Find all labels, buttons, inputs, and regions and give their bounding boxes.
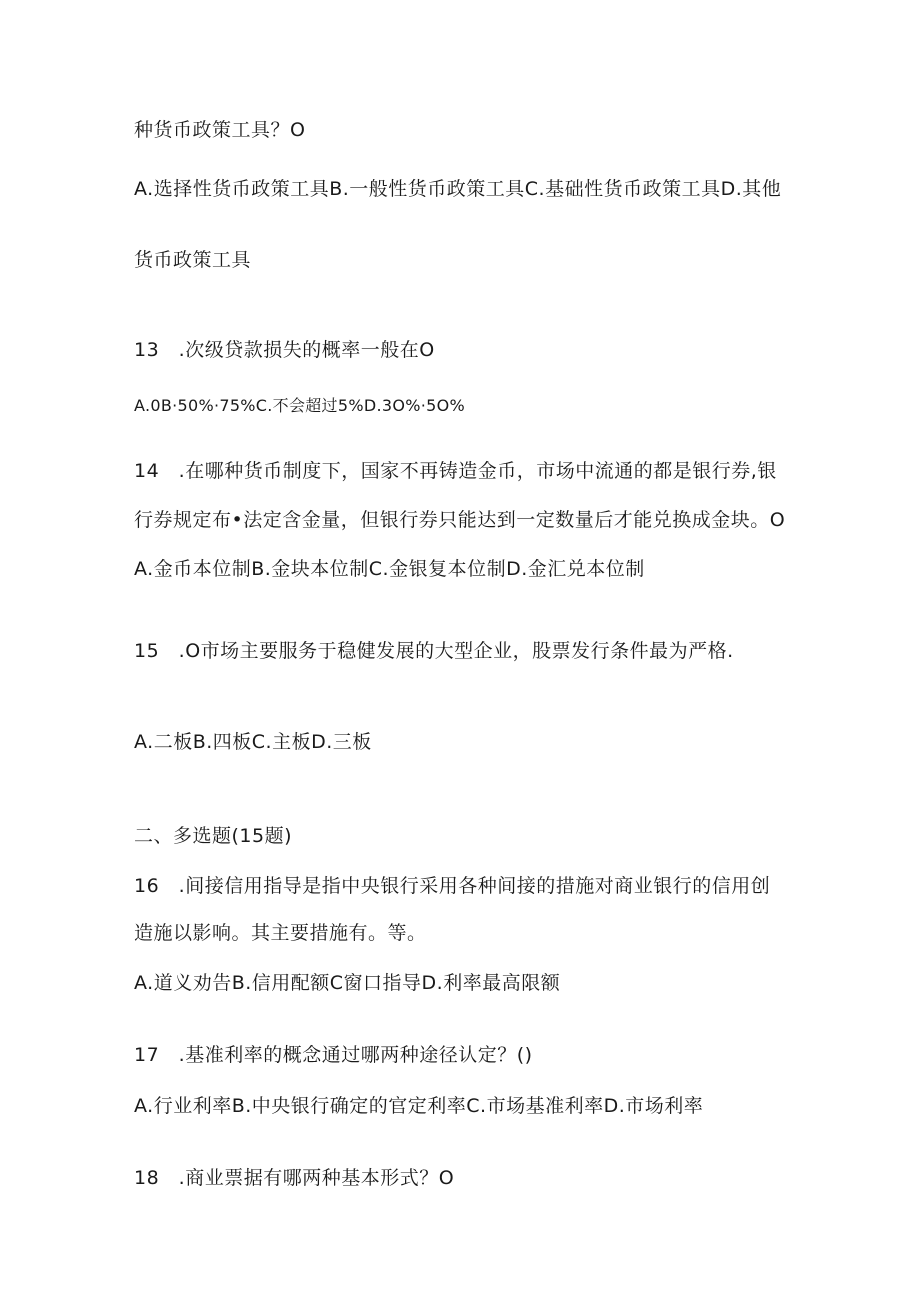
question-14-options: A.金币本位制B.金块本位制C.金银复本位制D.金汇兑本位制: [134, 558, 645, 580]
question-18-stem: 18 .商业票据有哪两种基本形式？O: [134, 1167, 455, 1189]
question-14-stem-continued: 行券规定布•法定含金量，但银行券只能达到一定数量后才能兑换成金块。O: [134, 509, 786, 531]
question-12-options-continued: 货币政策工具: [134, 249, 252, 271]
question-13-options: A.0B·50%·75%C.不会超过5%D.3O%·5O%: [134, 396, 465, 415]
question-15-options: A.二板B.四板C.主板D.三板: [134, 731, 372, 753]
question-15-stem: 15 .O市场主要服务于稳健发展的大型企业，股票发行条件最为严格.: [134, 640, 734, 662]
question-16-stem: 16 .间接信用指导是指中央银行采用各种间接的措施对商业银行的信用创: [134, 875, 771, 897]
question-14-stem: 14 .在哪种货币制度下，国家不再铸造金币，市场中流通的都是银行券,银: [134, 460, 777, 482]
question-12-options: A.选择性货币政策工具B.一般性货币政策工具C.基础性货币政策工具D.其他: [134, 178, 782, 200]
question-12-stem-continued: 种货币政策工具？O: [134, 119, 306, 141]
question-13-stem: 13 .次级贷款损失的概率一般在O: [134, 339, 435, 361]
section-heading-multiple-choice: 二、多选题(15题): [134, 825, 293, 847]
question-17-stem: 17 .基准利率的概念通过哪两种途径认定？(): [134, 1044, 533, 1066]
question-16-options: A.道义劝告B.信用配额C窗口指导D.利率最高限额: [134, 972, 561, 994]
question-17-options: A.行业利率B.中央银行确定的官定利率C.市场基准利率D.市场利率: [134, 1095, 704, 1117]
question-16-stem-continued: 造施以影响。其主要措施有。等。: [134, 922, 427, 944]
